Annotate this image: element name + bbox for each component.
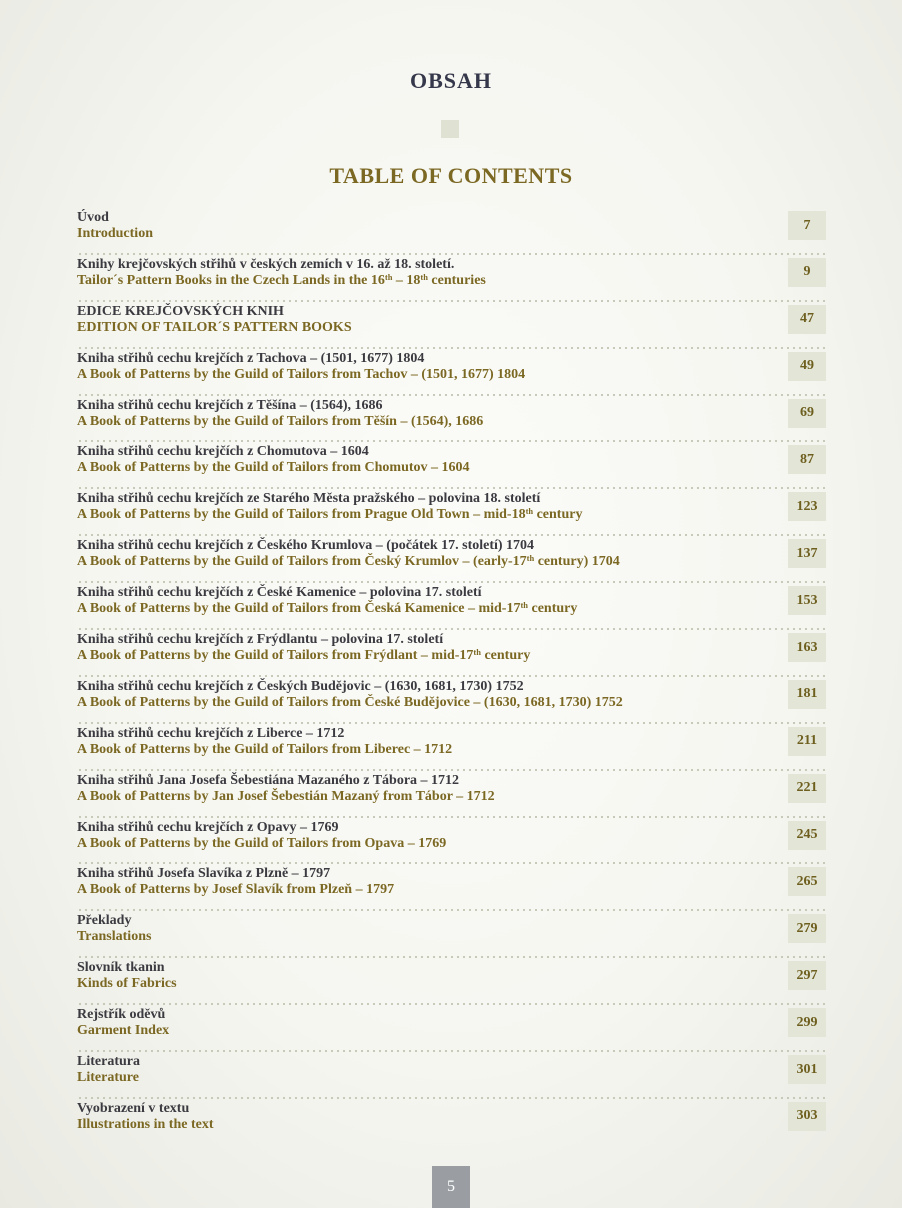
toc-entry-page-number[interactable]: 49 <box>788 352 826 381</box>
toc-entry[interactable] <box>77 208 826 255</box>
toc-entry-page-number[interactable]: 245 <box>788 821 826 850</box>
toc-entry-english-title: EDITION OF TAILOR´S PATTERN BOOKS <box>77 319 352 335</box>
toc-entry-english-title: A Book of Patterns by Josef Slavík from Plzeň – 1797 <box>77 882 395 898</box>
toc-entry[interactable] <box>77 1099 826 1146</box>
toc-entry-czech-title: Kniha střihů cechu krejčích z Těšína – (1564), 1686 <box>77 397 383 413</box>
toc-entry-czech-title: Kniha střihů cechu krejčích z Tachova – (1501, 1677) 1804 <box>77 350 425 366</box>
toc-entry[interactable] <box>77 1005 826 1052</box>
toc-entry[interactable] <box>77 630 826 677</box>
toc-entry[interactable] <box>77 958 826 1005</box>
toc-entry-page-number[interactable]: 265 <box>788 867 826 896</box>
toc-entry-czech-title: Knihy krejčovských střihů v českých zemích v 16. až 18. století. <box>77 256 455 272</box>
toc-entry-english-title: A Book of Patterns by the Guild of Tailors from Opava – 1769 <box>77 835 447 851</box>
toc-entry[interactable] <box>77 536 826 583</box>
toc-entry-page-number[interactable]: 299 <box>788 1008 826 1037</box>
toc-entry-czech-title: Kniha střihů cechu krejčích z Chomutova – 1604 <box>77 444 369 460</box>
toc-entry-czech-title: Překlady <box>77 913 132 929</box>
toc-entry-english-title: A Book of Patterns by the Guild of Tailors from Těšín – (1564), 1686 <box>77 413 484 429</box>
toc-entry-czech-title: Kniha střihů Jana Josefa Šebestiána Mazaného z Tábora – 1712 <box>77 772 460 788</box>
toc-entry[interactable] <box>77 677 826 724</box>
toc-entry-page-number[interactable]: 7 <box>788 211 826 240</box>
toc-entry-czech-title: Úvod <box>77 210 109 225</box>
toc-entry-czech-title: Kniha střihů cechu krejčích z Frýdlantu – polovina 17. století <box>77 632 444 648</box>
toc-entry-page-number[interactable]: 123 <box>788 492 826 521</box>
toc-entry-page-number[interactable]: 297 <box>788 961 826 990</box>
toc-entry-page-number[interactable]: 47 <box>788 305 826 334</box>
toc-entry-czech-title: Kniha střihů Josefa Slavíka z Plzně – 1797 <box>77 866 331 882</box>
toc-entry-english-title: Garment Index <box>77 1023 170 1039</box>
toc-entry[interactable] <box>77 302 826 349</box>
toc-entry-english-title: A Book of Patterns by Jan Josef Šebestián Mazaný from Tábor – 1712 <box>77 788 495 804</box>
toc-entry-page-number[interactable]: 87 <box>788 445 826 474</box>
toc-entry-english-title: A Book of Patterns by the Guild of Tailors from Prague Old Town – mid-18ᵗʰ century <box>77 507 583 523</box>
toc-entry-page-number[interactable]: 9 <box>788 258 826 287</box>
toc-entry-czech-title: Slovník tkanin <box>77 960 165 976</box>
toc-entry-page-number[interactable]: 301 <box>788 1055 826 1084</box>
toc-entry-czech-title: Literatura <box>77 1054 140 1070</box>
toc-entry-czech-title: Vyobrazení v textu <box>77 1100 190 1116</box>
toc-entry[interactable] <box>77 442 826 489</box>
toc-entry-page-number[interactable]: 153 <box>788 586 826 615</box>
toc-entry-english-title: Introduction <box>77 226 153 241</box>
toc-entry-czech-title: Kniha střihů cechu krejčích ze Starého Města pražského – polovina 18. století <box>77 491 541 507</box>
toc-entry-page-number[interactable]: 303 <box>788 1102 826 1131</box>
toc-entry-czech-title: Rejstřík oděvů <box>77 1007 166 1023</box>
toc-entry[interactable] <box>77 771 826 818</box>
toc-entry[interactable] <box>77 489 826 536</box>
toc-entry[interactable] <box>77 583 826 630</box>
toc-entry-czech-title: Kniha střihů cechu krejčích z České Kamenice – polovina 17. století <box>77 585 482 601</box>
page-number-badge: 5 <box>432 1166 470 1208</box>
toc-entry-page-number[interactable]: 163 <box>788 633 826 662</box>
toc-entry-english-title: A Book of Patterns by the Guild of Tailors from Chomutov – 1604 <box>77 460 470 476</box>
toc-entry-page-number[interactable]: 181 <box>788 680 826 709</box>
page-title-czech: OBSAH <box>409 68 493 93</box>
toc-entry-english-title: A Book of Patterns by the Guild of Tailors from České Budějovice – (1630, 1681, 1730) 1752 <box>77 694 623 710</box>
toc-entry-english-title: A Book of Patterns by the Guild of Tailors from Liberec – 1712 <box>77 741 453 757</box>
toc-entry-english-title: Illustrations in the text <box>77 1116 214 1132</box>
toc-entry[interactable] <box>77 255 826 302</box>
toc-entry-page-number[interactable]: 221 <box>788 774 826 803</box>
toc-entry-english-title: A Book of Patterns by the Guild of Tailors from Česká Kamenice – mid-17ᵗʰ century <box>77 601 578 617</box>
toc-entry[interactable] <box>77 1052 826 1099</box>
toc-entry-czech-title: Kniha střihů cechu krejčích z Opavy – 1769 <box>77 819 339 835</box>
toc-entry[interactable] <box>77 396 826 443</box>
toc-entry-czech-title: Kniha střihů cechu krejčích z Českých Budějovic – (1630, 1681, 1730) 1752 <box>77 678 524 694</box>
toc-entry-page-number[interactable]: 279 <box>788 914 826 943</box>
toc-entry-english-title: Kinds of Fabrics <box>77 976 177 992</box>
toc-entry-czech-title: EDICE KREJČOVSKÝCH KNIH <box>77 303 284 319</box>
toc-entry-english-title: A Book of Patterns by the Guild of Tailors from Český Krumlov – (early-17ᵗʰ century) 1704 <box>77 554 620 570</box>
decorative-square <box>441 120 459 138</box>
toc-entry-english-title: A Book of Patterns by the Guild of Tailors from Frýdlant – mid-17ᵗʰ century <box>77 648 531 664</box>
toc-entry-page-number[interactable]: 69 <box>788 399 826 428</box>
table-of-contents <box>77 208 826 1146</box>
toc-entry-czech-title: Kniha střihů cechu krejčích z Českého Krumlova – (počátek 17. století) 1704 <box>77 538 535 554</box>
toc-entry-czech-title: Kniha střihů cechu krejčích z Liberce – 1712 <box>77 725 345 741</box>
toc-entry-english-title: Tailor´s Pattern Books in the Czech Lands in the 16ᵗʰ – 18ᵗʰ centuries <box>77 272 486 288</box>
toc-entry[interactable] <box>77 818 826 865</box>
toc-entry-english-title: A Book of Patterns by the Guild of Tailors from Tachov – (1501, 1677) 1804 <box>77 366 526 382</box>
toc-entry[interactable] <box>77 724 826 771</box>
toc-entry-english-title: Translations <box>77 929 152 945</box>
toc-entry-page-number[interactable]: 211 <box>788 727 826 756</box>
toc-entry[interactable] <box>77 911 826 958</box>
page-title-english: TABLE OF CONTENTS <box>329 163 573 188</box>
toc-entry[interactable] <box>77 864 826 911</box>
toc-entry[interactable] <box>77 349 826 396</box>
toc-entry-english-title: Literature <box>77 1070 139 1086</box>
toc-entry-page-number[interactable]: 137 <box>788 539 826 568</box>
